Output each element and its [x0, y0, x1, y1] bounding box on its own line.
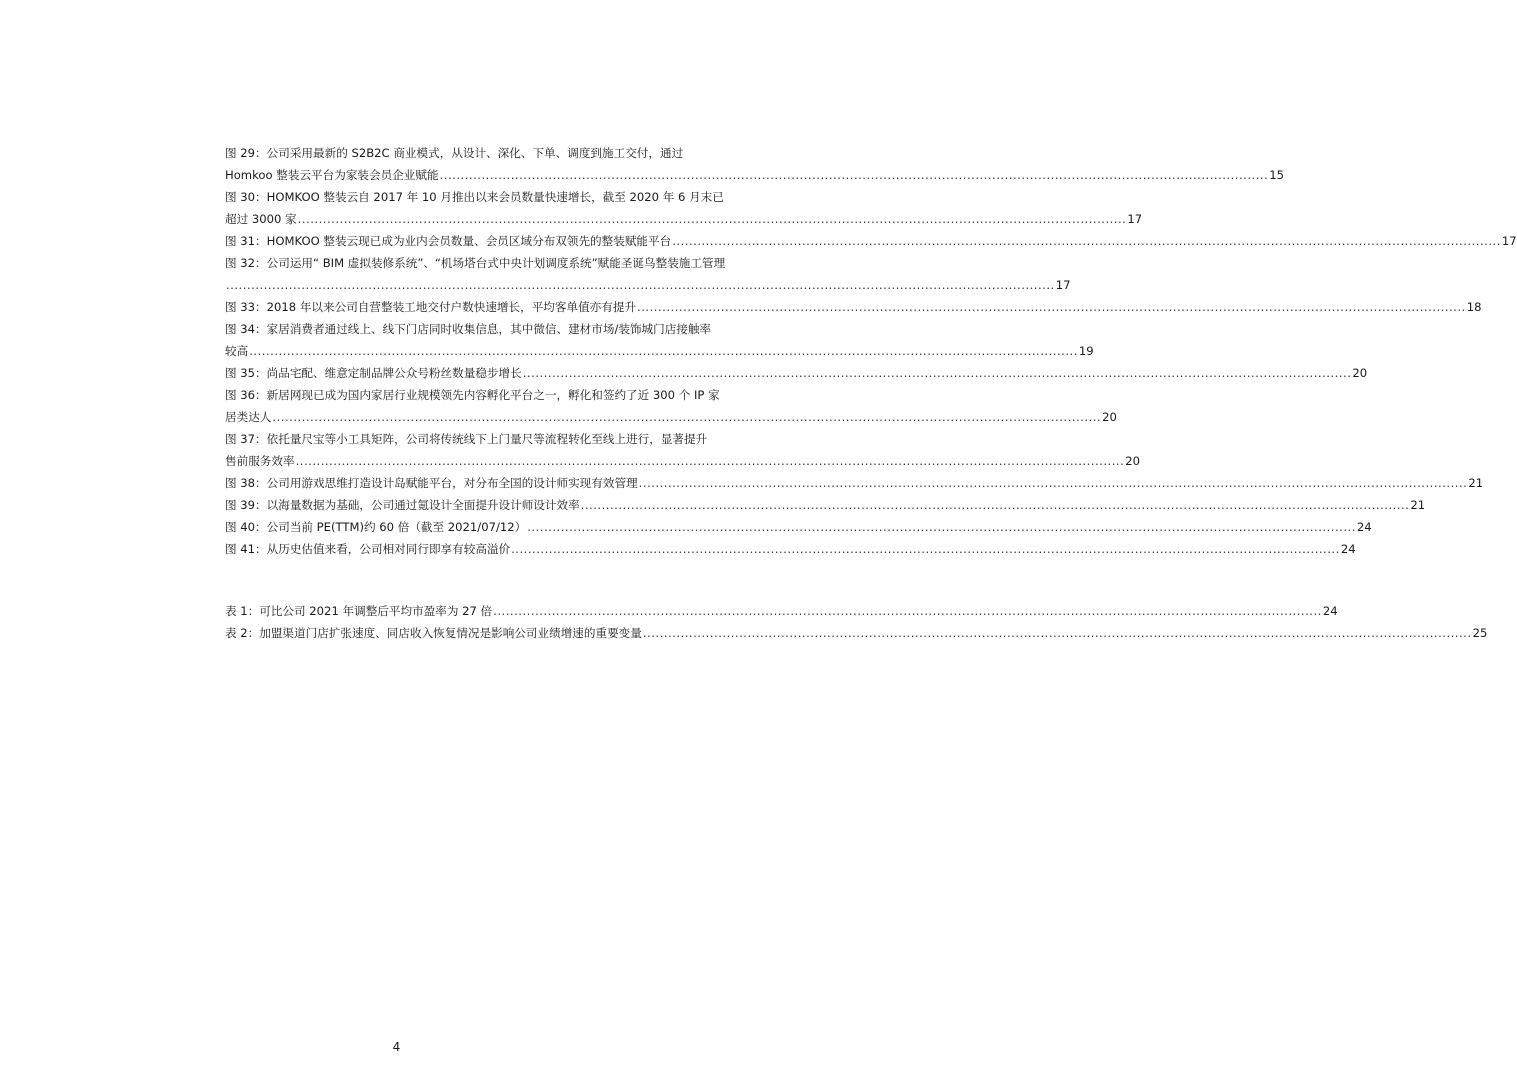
dot-leader: [298, 208, 1127, 230]
figure-entry-line: [225, 318, 737, 340]
table-entry[interactable]: [225, 622, 1488, 644]
figure-entry-title: 图 36：新居网现已成为国内家居行业规模领先内容孵化平台之一，孵化和签约了近 300 个 IP 家: [225, 388, 720, 402]
figure-entry-title: 图 37：依托量尺宝等小工具矩阵，公司将传统线下上门量尺等流程转化至线上进行，显著提升: [225, 432, 708, 446]
figure-entry-title: 图 35：尚品宅配、维意定制品牌公众号粉丝数量稳步增长: [225, 366, 522, 380]
figure-entry-title: 居类达人: [225, 410, 272, 424]
figure-entry-title: 售前服务效率: [225, 454, 295, 468]
page-number: 4: [392, 1040, 401, 1054]
figure-entry-title: 图 30：HOMKOO 整装云自 2017 年 10 月推出以来会员数量快速增长，截至 2020 年 6 月末已: [225, 190, 724, 204]
figure-entry[interactable]: [225, 362, 1368, 384]
dot-leader: [527, 516, 1356, 538]
figure-entry-page-number: 24: [1340, 542, 1356, 556]
table-entry-title: 表 1：可比公司 2021 年调整后平均市盈率为 27 倍: [225, 604, 493, 618]
figure-entry-line: [225, 186, 737, 208]
figure-entry-line: [225, 538, 1356, 560]
figure-entry-line: [225, 274, 1071, 296]
figure-entry-page-number: 19: [1078, 344, 1094, 358]
figure-entry-page-number: 21: [1410, 498, 1426, 512]
figure-entry-page-number: 20: [1352, 366, 1368, 380]
figure-entry-title: 图 31：HOMKOO 整装云现已成为业内会员数量、会员区域分布双领先的整装赋能平台: [225, 234, 672, 248]
dot-leader: [440, 164, 1269, 186]
figure-entry-title: 图 41：从历史估值来看，公司相对同行即享有较高溢价: [225, 542, 511, 556]
figure-entry-title: 超过 3000 家: [225, 212, 297, 226]
table-entry-page-number: 25: [1472, 626, 1488, 640]
figure-entry-line: [225, 450, 1141, 472]
figure-entry-line: [225, 362, 1368, 384]
figure-entry-title: 较高: [225, 344, 249, 358]
figure-entry-page-number: 17: [1501, 234, 1517, 248]
figure-entry-title: 图 29：公司采用最新的 S2B2C 商业模式，从设计、深化、下单、调度到施工交付，通过: [225, 146, 684, 160]
figure-entry-title: Homkoo 整装云平台为家装会员企业赋能: [225, 168, 439, 182]
dot-leader: [643, 622, 1472, 644]
figure-list: [225, 142, 1517, 560]
figure-entry-page-number: 17: [1127, 212, 1143, 226]
dot-leader: [272, 406, 1101, 428]
figure-entry[interactable]: [225, 494, 1426, 516]
figure-entry-title: 图 32：公司运用“ BIM 虚拟装修系统”、“机场塔台式中央计划调度系统”赋能圣诞鸟整装施工管理: [225, 256, 726, 270]
figure-entry-line: [225, 340, 1094, 362]
figure-entry-page-number: 21: [1468, 476, 1484, 490]
table-entry[interactable]: [225, 600, 1338, 622]
figure-entry-title: 图 33：2018 年以来公司自营整装工地交付户数快速增长，平均客单值亦有提升: [225, 300, 637, 314]
figure-entry[interactable]: [225, 538, 1356, 560]
dot-leader: [249, 340, 1078, 362]
dot-leader: [296, 450, 1125, 472]
table-entry-page-number: 24: [1322, 604, 1338, 618]
figure-entry-page-number: 24: [1356, 520, 1372, 534]
figure-entry[interactable]: [225, 252, 1071, 296]
figure-entry-page-number: 20: [1125, 454, 1141, 468]
figure-entry-title: 图 38：公司用游戏思维打造设计岛赋能平台，对分布全国的设计师实现有效管理: [225, 476, 638, 490]
figure-entry[interactable]: [225, 296, 1482, 318]
dot-leader: [581, 494, 1410, 516]
figure-entry-page-number: 15: [1269, 168, 1285, 182]
figure-entry[interactable]: [225, 142, 1285, 186]
dot-leader: [639, 472, 1468, 494]
figure-entry-line: [225, 208, 1143, 230]
figure-entry-line: [225, 384, 737, 406]
figure-entry-title: 图 40：公司当前 PE(TTM)约 60 倍（截至 2021/07/12）: [225, 520, 527, 534]
dot-leader: [511, 538, 1340, 560]
table-entry-title: 表 2：加盟渠道门店扩张速度、同店收入恢复情况是影响公司业绩增速的重要变量: [225, 626, 642, 640]
figure-entry[interactable]: [225, 384, 1117, 428]
dot-leader: [637, 296, 1466, 318]
dot-leader: [493, 600, 1322, 622]
figure-entry[interactable]: [225, 318, 1094, 362]
table-entry-line: [225, 622, 1488, 644]
table-entry-line: [225, 600, 1338, 622]
figure-entry[interactable]: [225, 428, 1141, 472]
table-list: [225, 600, 1488, 644]
dot-leader: [672, 230, 1501, 252]
figure-entry-line: [225, 472, 1484, 494]
figure-entry-line: [225, 406, 1117, 428]
figure-entry-line: [225, 252, 737, 274]
figure-entry-title: 图 34：家居消费者通过线上、线下门店同时收集信息，其中微信、建材市场/装饰城门店接触率: [225, 322, 712, 336]
figure-entry-line: [225, 494, 1426, 516]
figure-entry-title: 图 39：以海量数据为基础，公司通过氪设计全面提升设计师设计效率: [225, 498, 580, 512]
figure-entry-line: [225, 230, 1517, 252]
figure-entry[interactable]: [225, 186, 1143, 230]
dot-leader: [523, 362, 1352, 384]
figure-entry[interactable]: [225, 472, 1484, 494]
dot-leader: [226, 274, 1055, 296]
figure-entry-line: [225, 142, 737, 164]
figure-entry[interactable]: [225, 516, 1372, 538]
figure-entry-page-number: 20: [1102, 410, 1117, 424]
figure-entry-page-number: 17: [1055, 278, 1071, 292]
figure-entry-line: [225, 516, 1372, 538]
figure-entry-page-number: 18: [1466, 300, 1482, 314]
figure-entry[interactable]: [225, 230, 1517, 252]
figure-entry-line: [225, 164, 1285, 186]
figure-entry-line: [225, 296, 1482, 318]
figure-entry-line: [225, 428, 737, 450]
